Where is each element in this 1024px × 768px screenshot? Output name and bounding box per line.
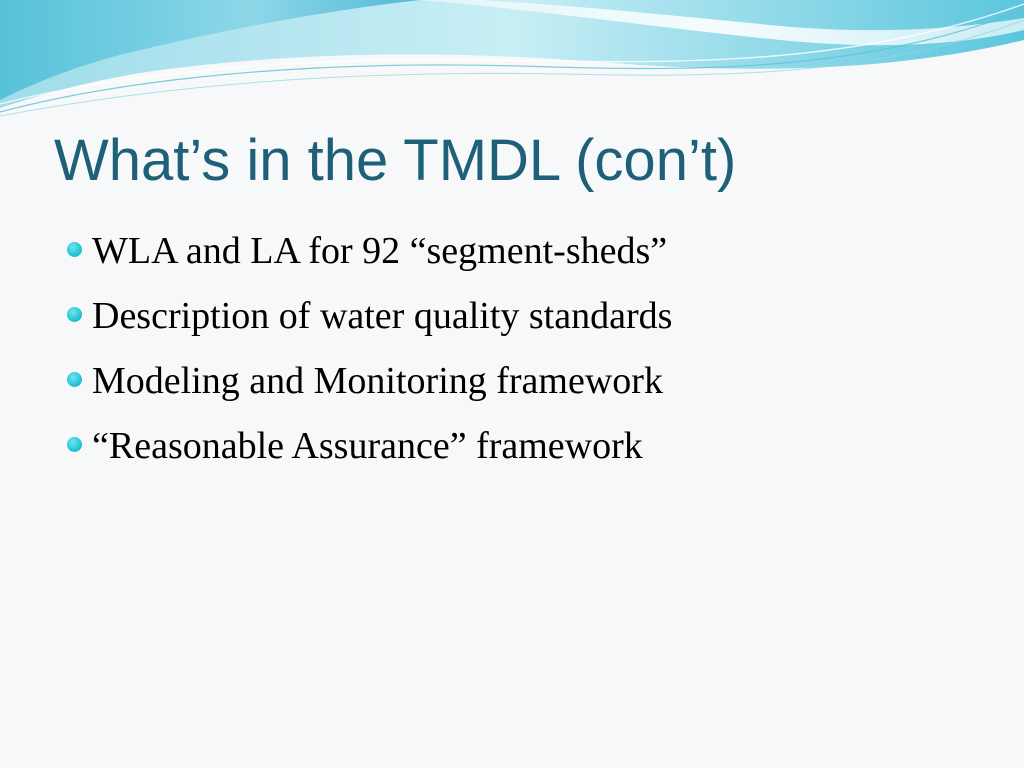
slide-title: What’s in the TMDL (con’t) <box>54 128 737 193</box>
header-wave-decoration <box>0 0 1024 120</box>
bullet-dot-icon <box>67 242 82 257</box>
bullet-list <box>62 219 672 479</box>
bullet-item <box>62 349 672 414</box>
bullet-text: Description of water quality standards <box>92 295 673 337</box>
bullet-text: “Reasonable Assurance” framework <box>92 425 643 467</box>
bullet-dot-icon <box>67 372 82 387</box>
bullet-item <box>62 219 672 284</box>
bullet-text: WLA and LA for 92 “segment-sheds” <box>92 230 668 272</box>
bullet-item <box>62 414 672 479</box>
bullet-text: Modeling and Monitoring framework <box>92 360 663 402</box>
bullet-item <box>62 284 672 349</box>
bullet-dot-icon <box>67 307 82 322</box>
bullet-dot-icon <box>67 437 82 452</box>
